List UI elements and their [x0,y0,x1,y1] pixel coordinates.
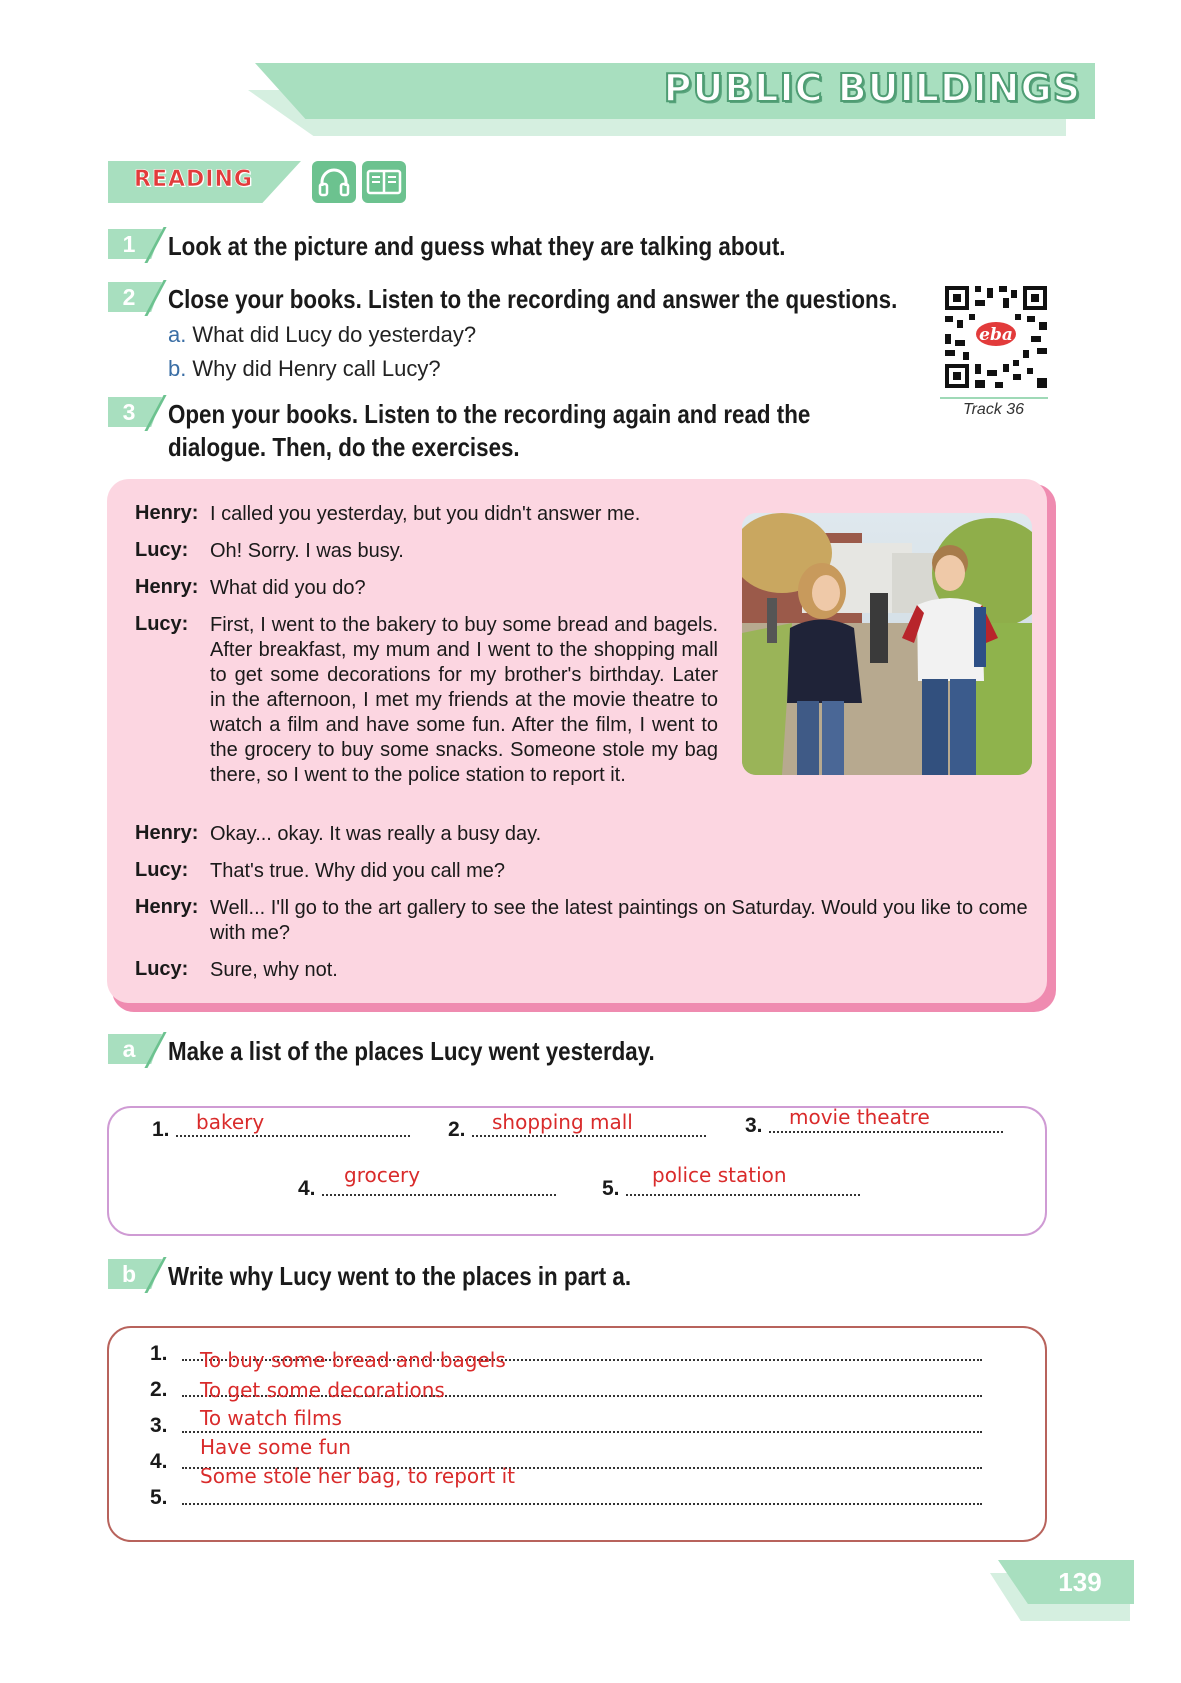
page-number: 139 [1058,1567,1102,1597]
part-a-tab: a [108,1034,162,1064]
part-a-instruction: Make a list of the places Lucy went yesterday. [168,1036,655,1066]
dialogue-line: Sure, why not. [210,959,338,981]
track-label: Track 36 [963,401,1025,418]
speaker-label: Lucy: [135,958,189,980]
track-divider [940,397,1048,399]
question-3-text-line1: Open your books. Listen to the recording again and read the [168,399,811,429]
list-number: 4. [298,1177,316,1200]
part-b-tab: b [108,1259,162,1289]
qr-code[interactable] [943,284,1049,390]
speaker-label: Henry: [135,502,199,524]
question-number-tab: 3 [108,397,162,427]
answer-line[interactable] [322,1193,556,1196]
answer-line[interactable] [472,1134,706,1137]
question-1-text: Look at the picture and guess what they are talking about. [168,231,786,261]
question-number-tab: 1 [108,229,162,259]
question-2b: b. Why did Henry call Lucy? [168,356,441,381]
dialogue-line: Okay... okay. It was really a busy day. [210,823,542,845]
book-icon[interactable] [362,161,406,203]
qr-logo-text: eba [979,325,1013,345]
answer-text: Some stole her bag, to report it [200,1464,515,1488]
speaker-label: Lucy: [135,613,189,635]
list-number: 5. [150,1486,168,1509]
speaker-label: Henry: [135,896,199,918]
dialogue-line: What did you do? [210,577,366,599]
answer-text: To buy some bread and bagels [200,1348,506,1372]
dialogue-line: That's true. Why did you call me? [210,860,506,882]
speaker-label: Lucy: [135,859,189,881]
list-number: 3. [150,1414,168,1437]
dialogue-line: I called you yesterday, but you didn't answer me. [210,503,641,525]
answer-line[interactable] [769,1130,1003,1133]
part-b-instruction: Write why Lucy went to the places in part a. [168,1261,632,1291]
answer-text: grocery [344,1163,421,1187]
answer-text: movie theatre [789,1105,930,1129]
list-number: 4. [150,1450,168,1473]
list-number: 2. [448,1118,466,1141]
answer-text: bakery [196,1110,265,1134]
question-2-text: Close your books. Listen to the recording and answer the questions. [168,284,898,314]
answer-line[interactable] [626,1193,860,1196]
question-3-text-line2: dialogue. Then, do the exercises. [168,432,520,462]
list-number: 2. [150,1378,168,1401]
speaker-label: Henry: [135,822,199,844]
list-number: 5. [602,1177,620,1200]
answer-line[interactable] [182,1430,982,1433]
speaker-label: Lucy: [135,539,189,561]
dialogue-line: First, I went to the bakery to buy some bread and bagels. After breakfast, my mum and I went to the shopping mall to get some decorations for my brother's birthday. Later in the afternoon, I met my friends at the movie theatre to watch a film and have some fun. After the film, I went to the grocery to buy some snacks. Someone stole my bag there, so I went to the police station to report it. [210,614,718,786]
question-number-tab: 2 [108,282,162,312]
answer-text: To get some decorations [200,1378,445,1402]
answer-text: To watch films [200,1406,342,1430]
section-label: READING [134,167,253,192]
question-2a: a. What did Lucy do yesterday? [168,322,477,347]
headphones-icon[interactable] [312,161,356,203]
dialogue-line: Well... I'll go to the art gallery to see the latest paintings on Saturday. Would you like to come with me? [210,897,1028,944]
students-photo [742,513,1032,775]
answer-line[interactable] [182,1502,982,1505]
dialogue-line: Oh! Sorry. I was busy. [210,540,404,562]
list-number: 1. [150,1342,168,1365]
answer-text: police station [652,1163,787,1187]
answer-text: shopping mall [492,1110,633,1134]
speaker-label: Henry: [135,576,199,598]
answer-line[interactable] [176,1134,410,1137]
answer-text: Have some fun [200,1435,351,1459]
list-number: 1. [152,1118,170,1141]
page-title: PUBLIC BUILDINGS [663,66,1081,110]
list-number: 3. [745,1114,763,1137]
